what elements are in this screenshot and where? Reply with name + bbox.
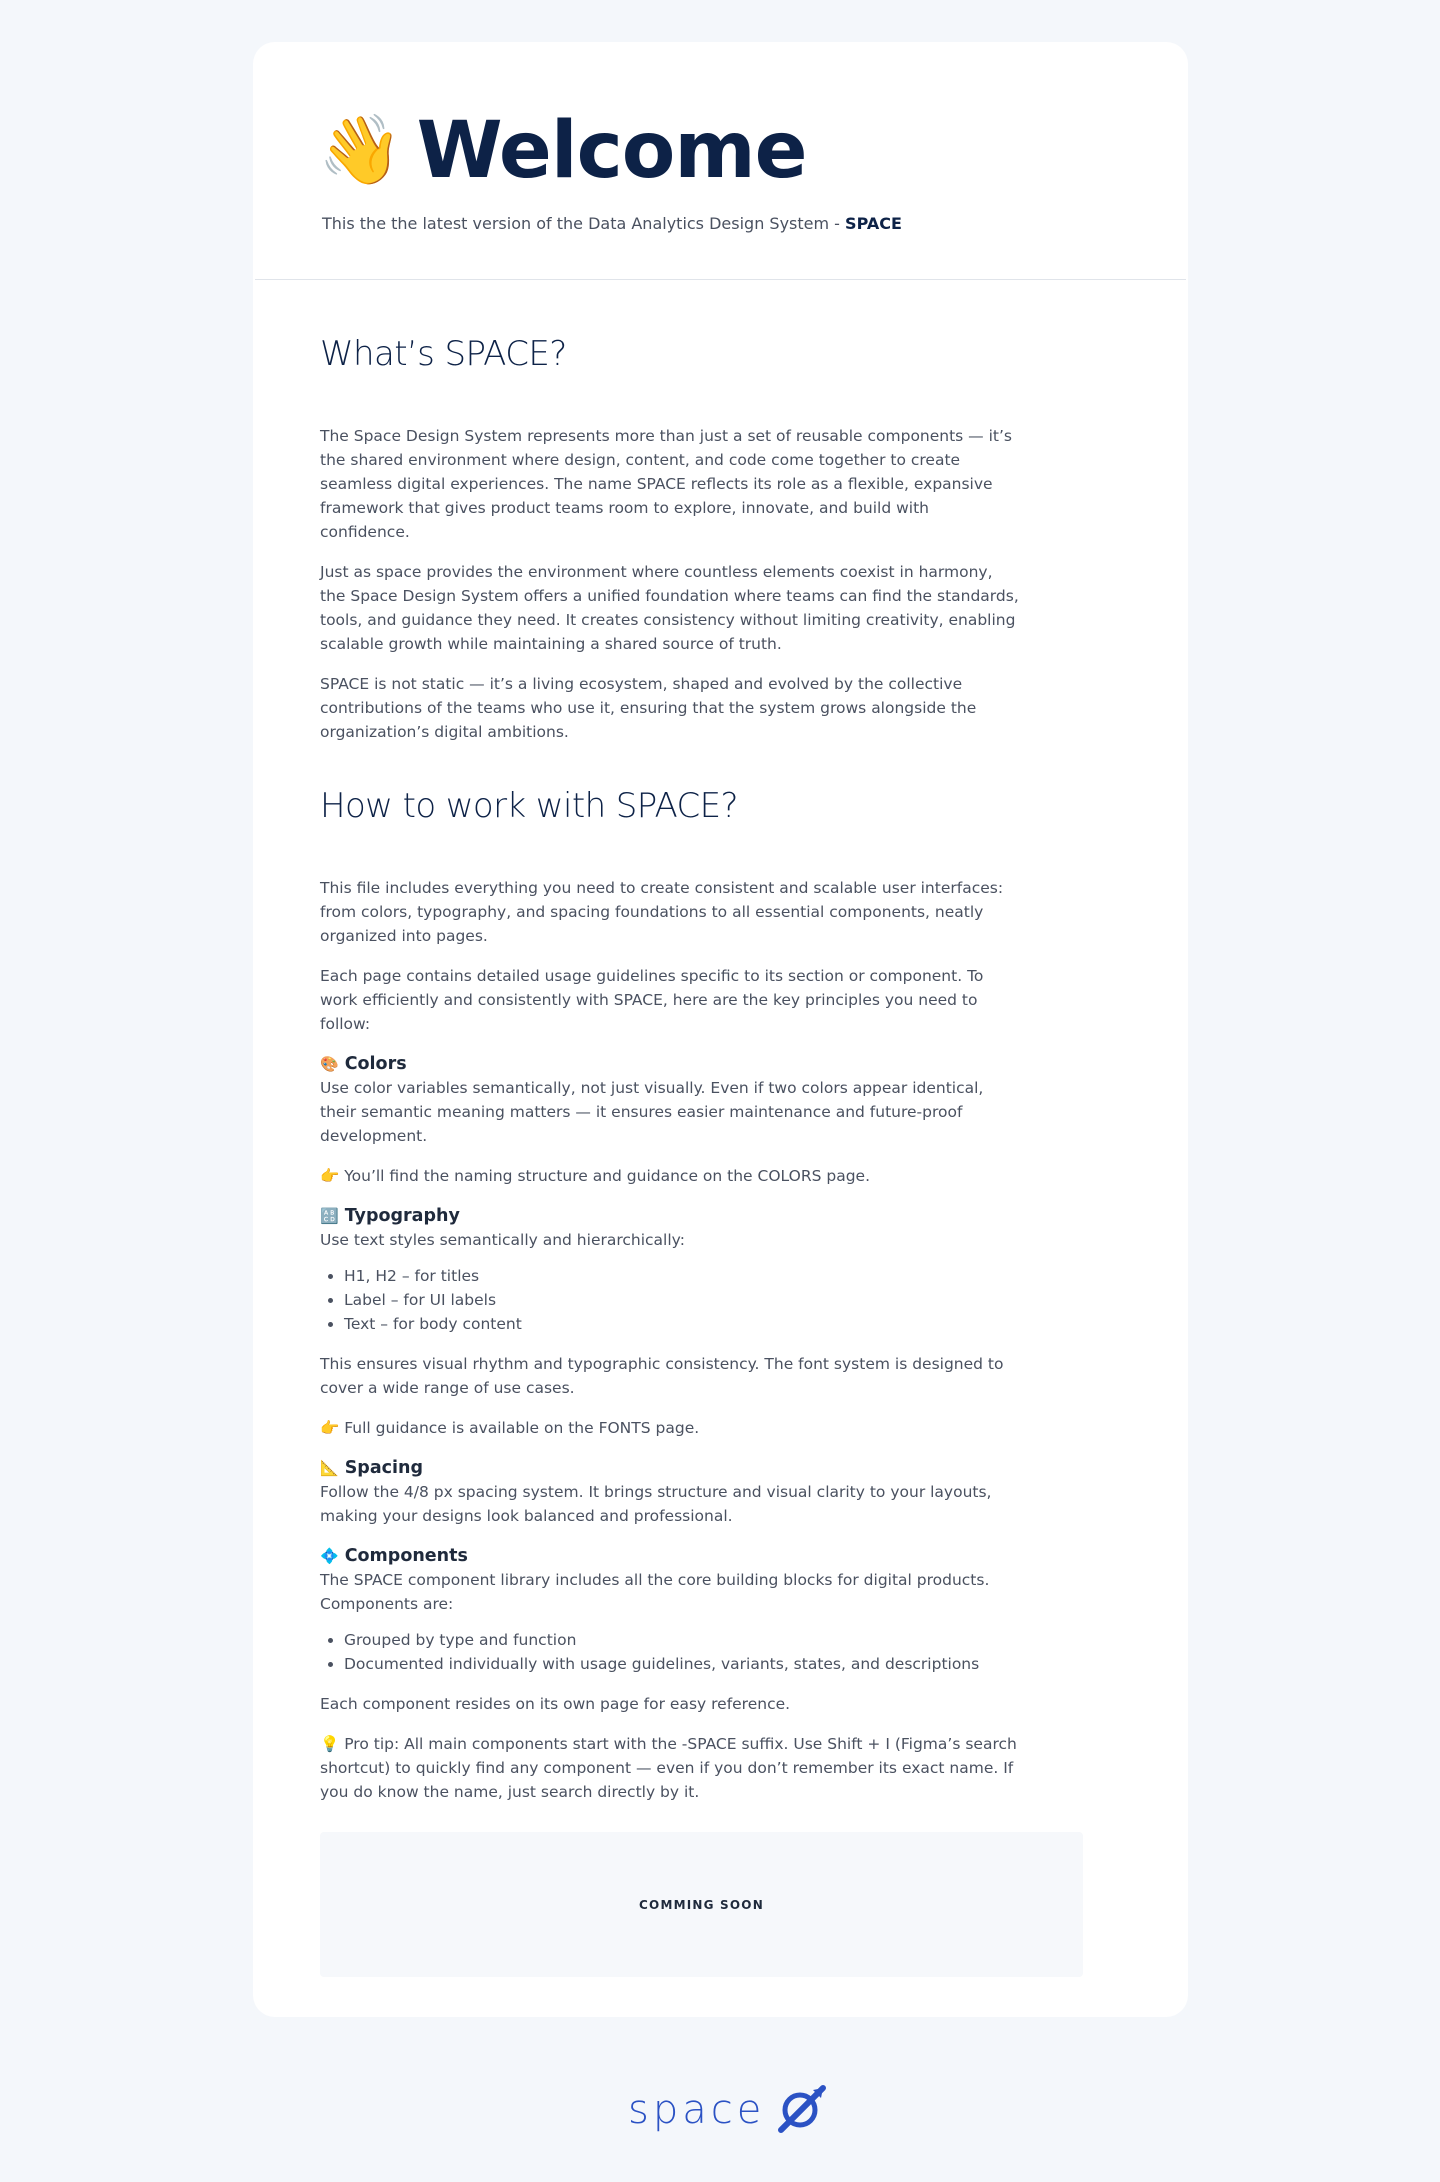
paragraph: This file includes everything you need to create consistent and scalable user interfaces: from colors, typography, and spacing foundations to all essential components, neatly organized into pages. [320, 879, 1004, 946]
typography-list [320, 1264, 1020, 1336]
typography-note: 👉 Full guidance is available on the FONTS page. [320, 1419, 700, 1438]
paragraph: This ensures visual rhythm and typographic consistency. The font system is designed to cover a wide range of use cases. [320, 1355, 1004, 1398]
subheading-components: 💠 Components [320, 1546, 468, 1567]
hero-section [318, 106, 1123, 233]
heading-whats-space: What’s SPACE? [320, 334, 567, 374]
page-title: Welcome [416, 106, 807, 196]
list-item: • Documented individually with usage guidelines, variants, states, and descriptions [344, 1652, 1020, 1676]
brand-name: SPACE [845, 214, 902, 233]
hero-divider [255, 279, 1186, 280]
abcd-icon: 🔠 [320, 1207, 339, 1226]
waving-hand-icon: 👋 [318, 111, 403, 190]
subheading-colors: 🎨 Colors [320, 1054, 407, 1075]
diamond-icon: 💠 [320, 1547, 339, 1566]
paragraph: Follow the 4/8 px spacing system. It brings structure and visual clarity to your layouts, making your designs look balanced and professional. [320, 1483, 992, 1526]
subheading-typography: 🔠 Typography [320, 1206, 460, 1227]
paragraph: Use text styles semantically and hierarchically: [320, 1231, 685, 1250]
paragraph: Use color variables semantically, not just visually. Even if two colors appear identical, their semantic meaning matters — it ensures easier maintenance and future-proof development. [320, 1079, 984, 1146]
list-item: • Label – for UI labels [344, 1288, 1020, 1312]
components-list [320, 1628, 1020, 1676]
hero-subtitle: This the the latest version of the Data Analytics Design System - SPACE [322, 214, 902, 233]
paragraph: Each page contains detailed usage guidelines specific to its section or component. To work efficiently and consistently with SPACE, here are the key principles you need to follow: [320, 967, 984, 1034]
paragraph: SPACE is not static — it’s a living ecosystem, shaped and evolved by the collective contributions of the teams who use it, ensuring that the system grows alongside the organization’s digital ambitions. [320, 675, 977, 742]
subheading-spacing: 📐 Spacing [320, 1458, 423, 1479]
coming-soon-placeholder [320, 1832, 1083, 1977]
list-item: • Text – for body content [344, 1312, 1020, 1336]
space-logo-icon [773, 2080, 831, 2140]
triangular-ruler-icon: 📐 [320, 1459, 339, 1478]
welcome-card [253, 42, 1188, 2017]
brand-wordmark: space [628, 2087, 766, 2133]
paragraph: Just as space provides the environment where countless elements coexist in harmony, the Space Design System offers a unified foundation where teams can find the standards, tools, and guidance they need. It creates consistency without limiting creativity, enabling scalable growth while maintaining a shared source of truth. [320, 563, 1019, 654]
coming-soon-label: COMMING SOON [639, 1897, 764, 1912]
pro-tip: 💡 Pro tip: All main components start with the -SPACE suffix. Use Shift + I (Figma’s search shortcut) to quickly find any component — even if you don’t remember its exact name. If you do know the name, just search directly by it. [320, 1735, 1017, 1802]
colors-note: 👉 You’ll find the naming structure and guidance on the COLORS page. [320, 1167, 870, 1186]
list-item: • H1, H2 – for titles [344, 1264, 1020, 1288]
main-content [320, 332, 1020, 1889]
heading-how-to-work: How to work with SPACE? [320, 786, 738, 827]
list-item: • Grouped by type and function [344, 1628, 1020, 1652]
paragraph: The Space Design System represents more than just a set of reusable components — it’s the shared environment where design, content, and code come together to create seamless digital experiences. The name SPACE reflects its role as a flexible, expansive framework that gives product teams room to explore, innovate, and build with confidence. [320, 427, 1012, 542]
paragraph: The SPACE component library includes all the core building blocks for digital products. Components are: [320, 1571, 990, 1614]
palette-icon: 🎨 [320, 1055, 339, 1074]
footer-brand [628, 2080, 831, 2140]
paragraph: Each component resides on its own page for easy reference. [320, 1695, 791, 1714]
